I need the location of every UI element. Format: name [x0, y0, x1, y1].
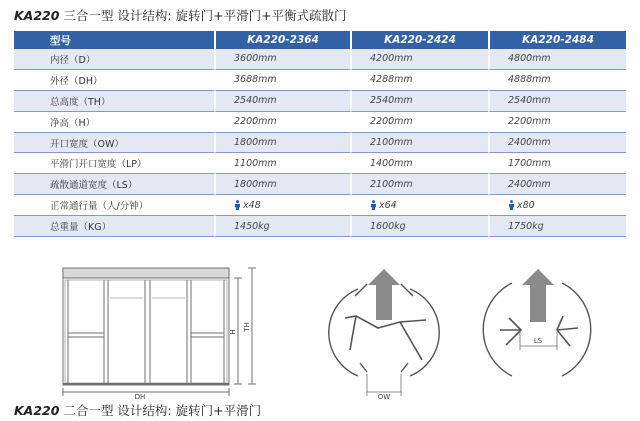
title-text: 三合一型 设计结构: 旋转门+平滑门+平衡式疏散门: [63, 8, 347, 23]
cell: 2400mm: [488, 133, 626, 154]
header-ka220-2364: KA220-2364: [214, 31, 350, 49]
title-model: KA220: [14, 8, 60, 23]
header-ka220-2484: KA220-2484: [488, 31, 626, 49]
entry-arrow-icon: [522, 269, 554, 322]
cell: 2540mm: [214, 91, 350, 112]
row-label: 正常通行量（人/分钟）: [14, 195, 214, 216]
cell: 2200mm: [488, 112, 626, 133]
page-title-bottom: [14, 401, 261, 419]
cell: 4288mm: [350, 70, 488, 91]
row-label: 外径（DH）: [14, 70, 214, 91]
header-ka220-2424: KA220-2424: [350, 31, 488, 49]
front-elevation-drawing: [63, 268, 256, 396]
cell: 2540mm: [350, 91, 488, 112]
ow-label: OW: [377, 393, 391, 401]
cell: 2100mm: [350, 174, 488, 195]
row-label: 净高（H）: [14, 112, 214, 133]
plan-view-three-in-one: [329, 269, 439, 401]
cell: 1800mm: [214, 133, 350, 154]
row-label: 开口宽度（OW）: [14, 133, 214, 154]
row-label: 疏散通道宽度（LS）: [14, 174, 214, 195]
cell: 1600kg: [350, 216, 488, 237]
cell: 2200mm: [350, 112, 488, 133]
entry-arrow-icon: [368, 269, 400, 320]
th-label: TH: [243, 322, 251, 332]
h-label: H: [229, 329, 237, 335]
cell: 1100mm: [214, 153, 350, 174]
row-label: 总高度（TH）: [14, 91, 214, 112]
cell: 2400mm: [488, 174, 626, 195]
title-text: 二合一型 设计结构: 旋转门+平滑门: [63, 403, 262, 418]
cell: 1450kg: [214, 216, 350, 237]
cell: 4200mm: [350, 49, 488, 70]
dh-label: DH: [134, 393, 146, 401]
throughput-value: x80: [517, 199, 535, 211]
cell: 4888mm: [488, 70, 626, 91]
cell: 1800mm: [214, 174, 350, 195]
throughput-value: x48: [243, 199, 261, 211]
cell: 1700mm: [488, 153, 626, 174]
title-model: KA220: [14, 403, 60, 418]
cell: 2200mm: [214, 112, 350, 133]
cell: 2540mm: [488, 91, 626, 112]
cell: 3688mm: [214, 70, 350, 91]
throughput-value: x64: [379, 199, 397, 211]
ls-label: LS: [533, 337, 543, 345]
row-label: 平滑门开口宽度（LP）: [14, 153, 214, 174]
row-label: 内径（D）: [14, 49, 214, 70]
cell: 2100mm: [350, 133, 488, 154]
header-model: 型号: [14, 31, 214, 49]
cell: 3600mm: [214, 49, 350, 70]
cell: 1750kg: [488, 216, 626, 237]
cell: 4800mm: [488, 49, 626, 70]
cell: 1400mm: [350, 153, 488, 174]
plan-view-two-in-one: [483, 269, 590, 376]
row-label: 总重量（KG）: [14, 216, 214, 237]
